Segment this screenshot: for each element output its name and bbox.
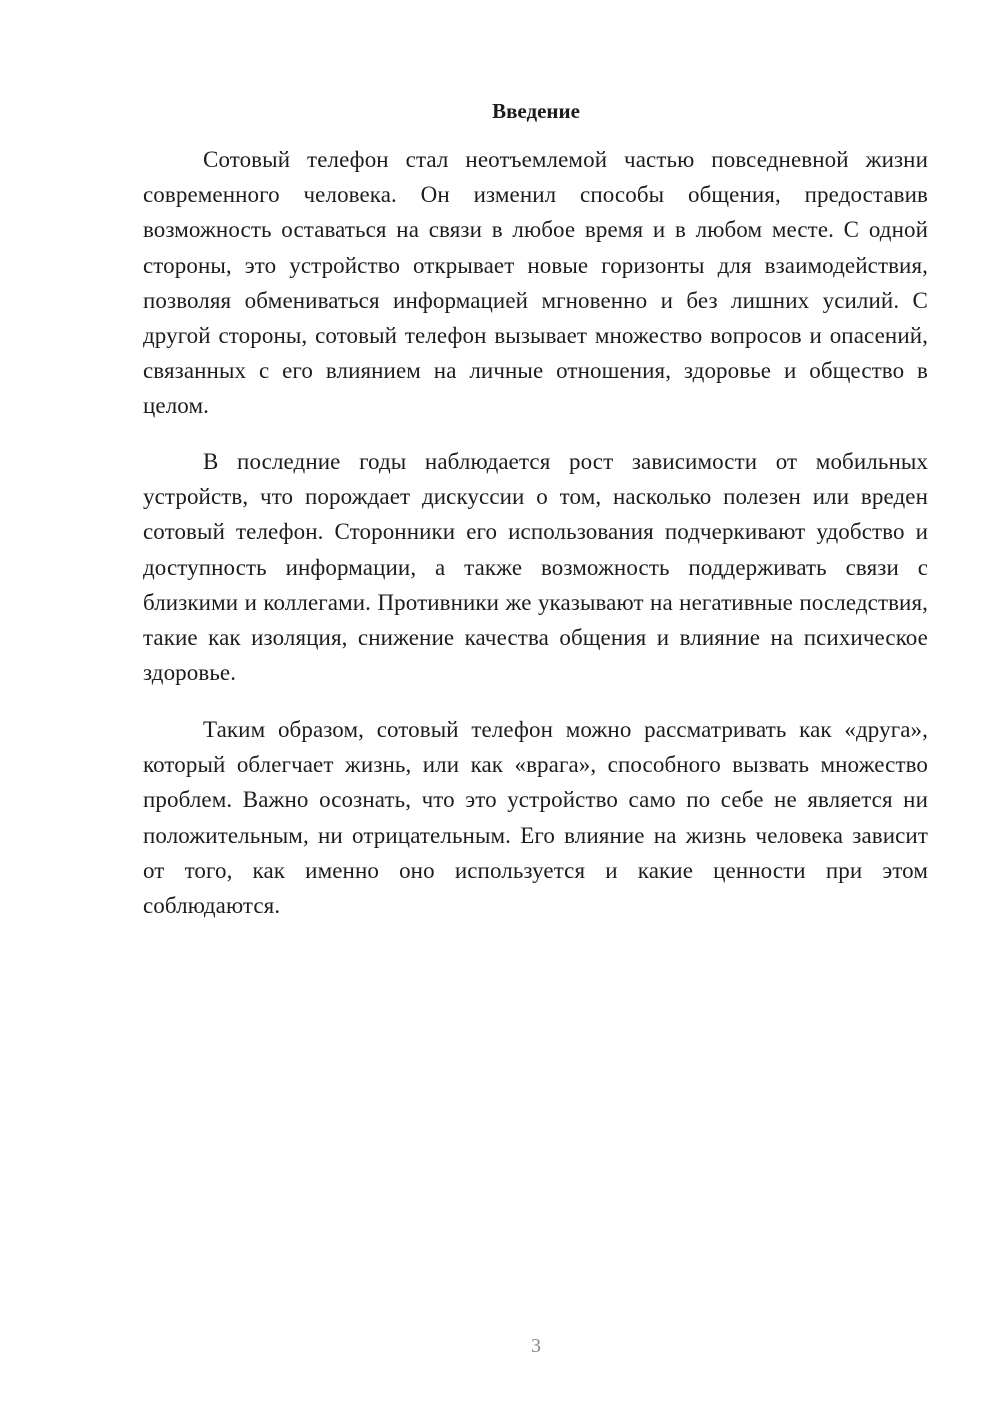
page-number: 3: [531, 1335, 541, 1357]
intro-paragraph-3: Таким образом, сотовый телефон можно рассматривать как «друга», который облегчает жизнь, или как «врага», способного вызвать множество проблем. Важно осознать, что это устройство само по себе не является ни положительным, ни отрицательным. Его влияние на жизнь человека зависит от того, как именно оно используется и какие ценности при этом соблюдаются.: [143, 717, 928, 919]
intro-paragraph-1: Сотовый телефон стал неотъемлемой частью повседневной жизни современного человека. Он изменил способы общения, предоставив возможность оставаться на связи в любое время и в любом месте. С одной стороны, это устройство открывает новые горизонты для взаимодействия, позволяя обмениваться информацией мгновенно и без лишних усилий. С другой стороны, сотовый телефон вызывает множество вопросов и опасений, связанных с его влиянием на личные отношения, здоровье и общество в целом.: [143, 147, 928, 419]
section-title: Введение: [492, 99, 580, 123]
intro-paragraph-2: В последние годы наблюдается рост зависимости от мобильных устройств, что порождает дискуссии о том, насколько полезен или вреден сотовый телефон. Сторонники его использования подчеркивают удобство и доступность информации, а также возможность поддерживать связи с близкими и коллегами. Противники же указывают на негативные последствия, такие как изоляция, снижение качества общения и влияние на психическое здоровье.: [143, 449, 928, 686]
